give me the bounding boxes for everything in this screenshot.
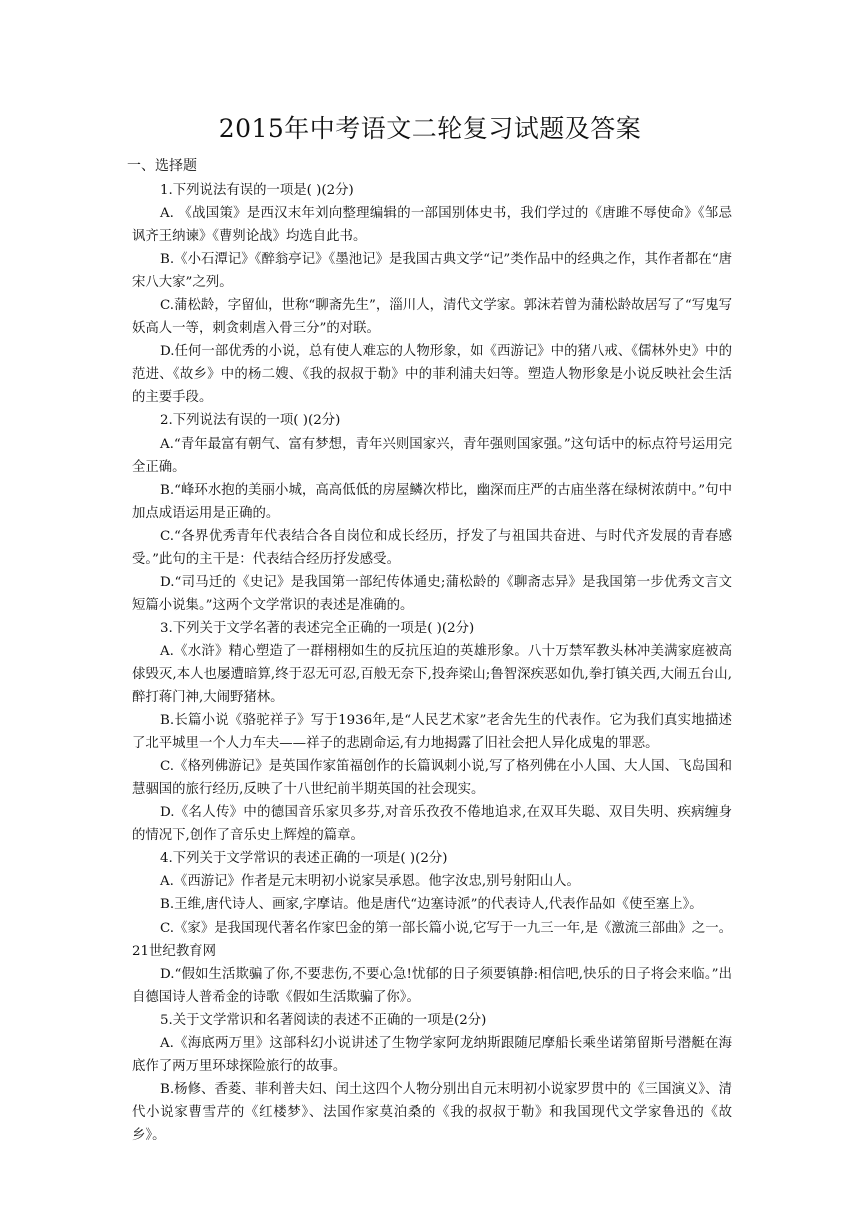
question-1-option-c: C.蒲松龄，字留仙，世称“聊斋先生”，淄川人，清代文学家。郭沫若曾为蒲松龄故居写了“写鬼写妖高人一等，刺贪刺虐入骨三分”的对联。 xyxy=(132,298,732,337)
question-1-option-a: A. 《战国策》是西汉末年刘向整理编辑的一部国别体史书，我们学过的《唐雎不辱使命》《邹忌讽齐王纳谏》《曹刿论战》均选自此书。 xyxy=(132,206,732,245)
question-3-option-a: A.《水浒》精心塑造了一群栩栩如生的反抗压迫的英雄形象。八十万禁军教头林冲美满家庭被高俅毁灭,本人也屡遭暗算,终于忍无可忍,百般无奈下,投奔梁山;鲁智深疾恶如仇,拳打镇关西,大闹五台山,醉打蒋门神,大闹野猪林。 xyxy=(132,643,732,706)
question-3-option-c: C.《格列佛游记》是英国作家笛福创作的长篇讽刺小说,写了格列佛在小人国、大人国、飞岛国和慧骃国的旅行经历,反映了十八世纪前半期英国的社会现实。 xyxy=(132,759,732,798)
question-3-option-b: B.长篇小说《骆驼祥子》写于1936年,是“人民艺术家”老舍先生的代表作。它为我们真实地描述了北平城里一个人力车夫——祥子的悲剧命运,有力地揭露了旧社会把人异化成鬼的罪恶。 xyxy=(132,713,732,752)
question-3-stem: 3.下列关于文学名著的表述完全正确的一项是( )(2分) xyxy=(160,620,475,636)
question-5-option-a: A.《海底两万里》这部科幻小说讲述了生物学家阿龙纳斯跟随尼摩船长乘坐诺第留斯号潜艇在海底作了两万里环球探险旅行的故事。 xyxy=(132,1035,732,1074)
question-1-option-b: B.《小石潭记》《醉翁亭记》《墨池记》是我国古典文学“记”类作品中的经典之作，其作者都在“唐宋八大家”之列。 xyxy=(132,252,732,291)
question-5-stem: 5.关于文学常识和名著阅读的表述不正确的一项是(2分) xyxy=(160,1012,487,1028)
question-1-stem: 1.下列说法有误的一项是( )(2分) xyxy=(160,183,354,198)
question-2-option-b: B.“峰环水抱的美丽小城，高高低低的房屋鳞次栉比，幽深而庄严的古庙坐落在绿树浓荫中。”句中加点成语运用是正确的。 xyxy=(132,482,732,521)
question-2-stem: 2.下列说法有误的一项( )(2分) xyxy=(160,413,341,429)
question-1-option-d: D.任何一部优秀的小说，总有使人难忘的人物形象，如《西游记》中的猪八戒、《儒林外史》中的范进、《故乡》中的杨二嫂、《我的叔叔于勒》中的菲利浦夫妇等。塑造人物形象是小说反映社会生活的主要手段。 xyxy=(132,344,732,406)
question-2-option-c: C.“各界优秀青年代表结合各自岗位和成长经历，抒发了与祖国共奋进、与时代齐发展的青春感受。”此句的主干是：代表结合经历抒发感受。 xyxy=(132,528,732,567)
document-body xyxy=(132,179,732,1147)
question-4-option-b: B.王维,唐代诗人、画家,字摩诘。他是唐代“边塞诗派”的代表诗人,代表作品如《使至塞上》。 xyxy=(160,897,703,913)
question-4-stem: 4.下列关于文学常识的表述正确的一项是( )(2分) xyxy=(160,851,448,867)
question-4-option-a: A.《西游记》作者是元末明初小说家吴承恩。他字汝忠,别号射阳山人。 xyxy=(160,874,580,890)
question-4-option-c: C.《家》是我国现代著名作家巴金的第一部长篇小说,它写于一九三一年,是《激流三部曲》之一。21世纪教育网 xyxy=(132,920,732,959)
question-3-option-d: D.《名人传》中的德国音乐家贝多芬,对音乐孜孜不倦地追求,在双耳失聪、双目失明、疾病缠身的情况下,创作了音乐史上辉煌的篇章。 xyxy=(132,805,732,844)
section-heading: 一、选择题 xyxy=(127,158,197,174)
document-title: 2015年中考语文二轮复习试题及答案 xyxy=(218,114,642,143)
question-2-option-d: D.“司马迁的《史记》是我国第一部纪传体通史;蒲松龄的《聊斋志异》是我国第一步优秀文言文短篇小说集。”这两个文学常识的表述是准确的。 xyxy=(132,574,732,613)
question-5-option-b: B.杨修、香菱、菲利普夫妇、闰土这四个人物分别出自元末明初小说家罗贯中的《三国演义》、清代小说家曹雪芹的《红楼梦》、法国作家莫泊桑的《我的叔叔于勒》和我国现代文学家鲁迅的《故乡》。 xyxy=(132,1081,732,1143)
question-2-option-a: A.“青年最富有朝气、富有梦想，青年兴则国家兴，青年强则国家强。”这句话中的标点符号运用完全正确。 xyxy=(132,436,732,475)
question-4-option-d: D.“假如生活欺骗了你,不要悲伤,不要心急!忧郁的日子须要镇静:相信吧,快乐的日子将会来临。”出自德国诗人普希金的诗歌《假如生活欺骗了你》。 xyxy=(132,966,732,1005)
